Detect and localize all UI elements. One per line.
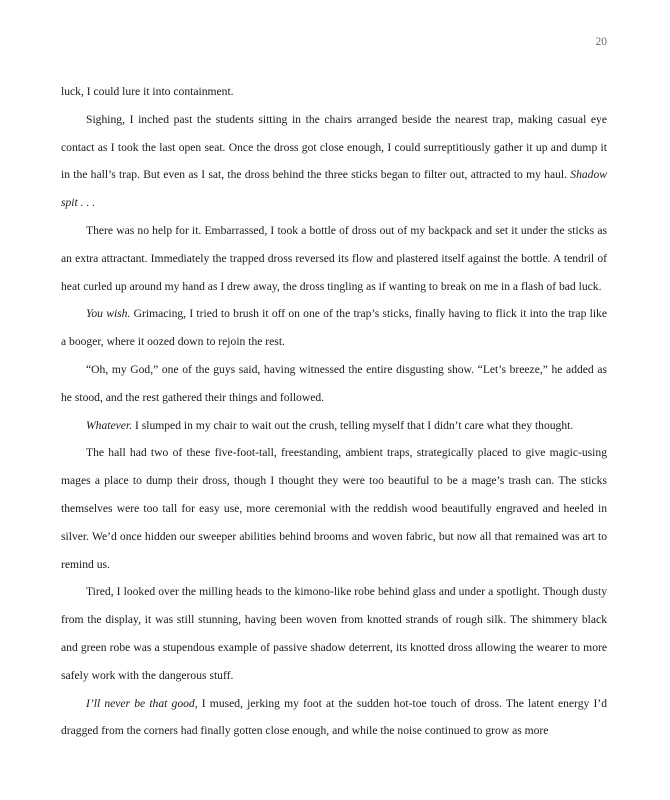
paragraph-text: There was no help for it. Embarrassed, I took a bottle of dross out of my backpack and set it under the sticks as an extra attractant. Immediately the trapped dross reversed its flow and plastered itself against the bottle. A tendril of heat curled up around my hand as I drew away, the dross tingling as if wanting to break on me in a flash of bad luck. [61,223,607,293]
paragraph-text: “Oh, my God,” one of the guys said, having witnessed the entire disgusting show. “Let’s breeze,” he added as he stood, and the rest gathered their things and followed. [61,362,607,404]
paragraph [61,78,607,106]
paragraph-text: I mused, jerking my foot at the sudden hot-toe touch of dross. The latent energy I’d dragged from the corners had finally gotten close enough, and while the noise continued to grow as more [61,696,607,738]
paragraph-text: I slumped in my chair to wait out the crush, telling myself that I didn’t care what they thought. [132,418,574,432]
italic-thought: Whatever. [86,418,133,432]
paragraph [61,300,607,356]
paragraph-text: Grimacing, I tried to brush it off on one of the trap’s sticks, finally having to flick it into the trap like a booger, where it oozed down to rejoin the rest. [61,307,607,349]
paragraph-text: The hall had two of these five-foot-tall, freestanding, ambient traps, strategically placed to give magic-using mages a place to dump their dross, though I thought they were too beautiful to be a mage’s trash can. The sticks themselves were too tall for easy use, more ceremonial with the reddish wood beautifully engraved and heeled in silver. We’d once hidden our sweeper abilities behind brooms and woven fabric, but now all that remained was art to remind us. [61,446,607,571]
paragraph [61,439,607,578]
paragraph [61,412,607,440]
italic-thought: Shadow spit . . . [61,168,607,210]
paragraph [61,578,607,689]
page-number: 20 [595,36,607,48]
manuscript-body [61,78,607,745]
paragraph-text: luck, I could lure it into containment. [61,85,234,98]
paragraph [61,106,607,217]
paragraph-text: Sighing, I inched past the students sitting in the chairs arranged beside the nearest trap, making casual eye contact as I took the last open seat. Once the dross got close enough, I could surreptitiously gather it up and dump it in the hall’s trap. But even as I sat, the dross behind the three sticks began to filter out, attracted to my haul. [61,112,607,182]
italic-thought: You wish. [86,307,131,321]
paragraph [61,356,607,412]
paragraph [61,690,607,746]
italic-thought: I’ll never be that good, [86,696,198,710]
paragraph-text: Tired, I looked over the milling heads to the kimono-like robe behind glass and under a spotlight. Though dusty from the display, it was still stunning, having been woven from knotted strands of rough silk. The shimmery black and green robe was a stupendous example of passive shadow deterrent, its knotted dross allowing the wearer to more safely work with the dangerous stuff. [61,585,607,682]
paragraph [61,217,607,300]
